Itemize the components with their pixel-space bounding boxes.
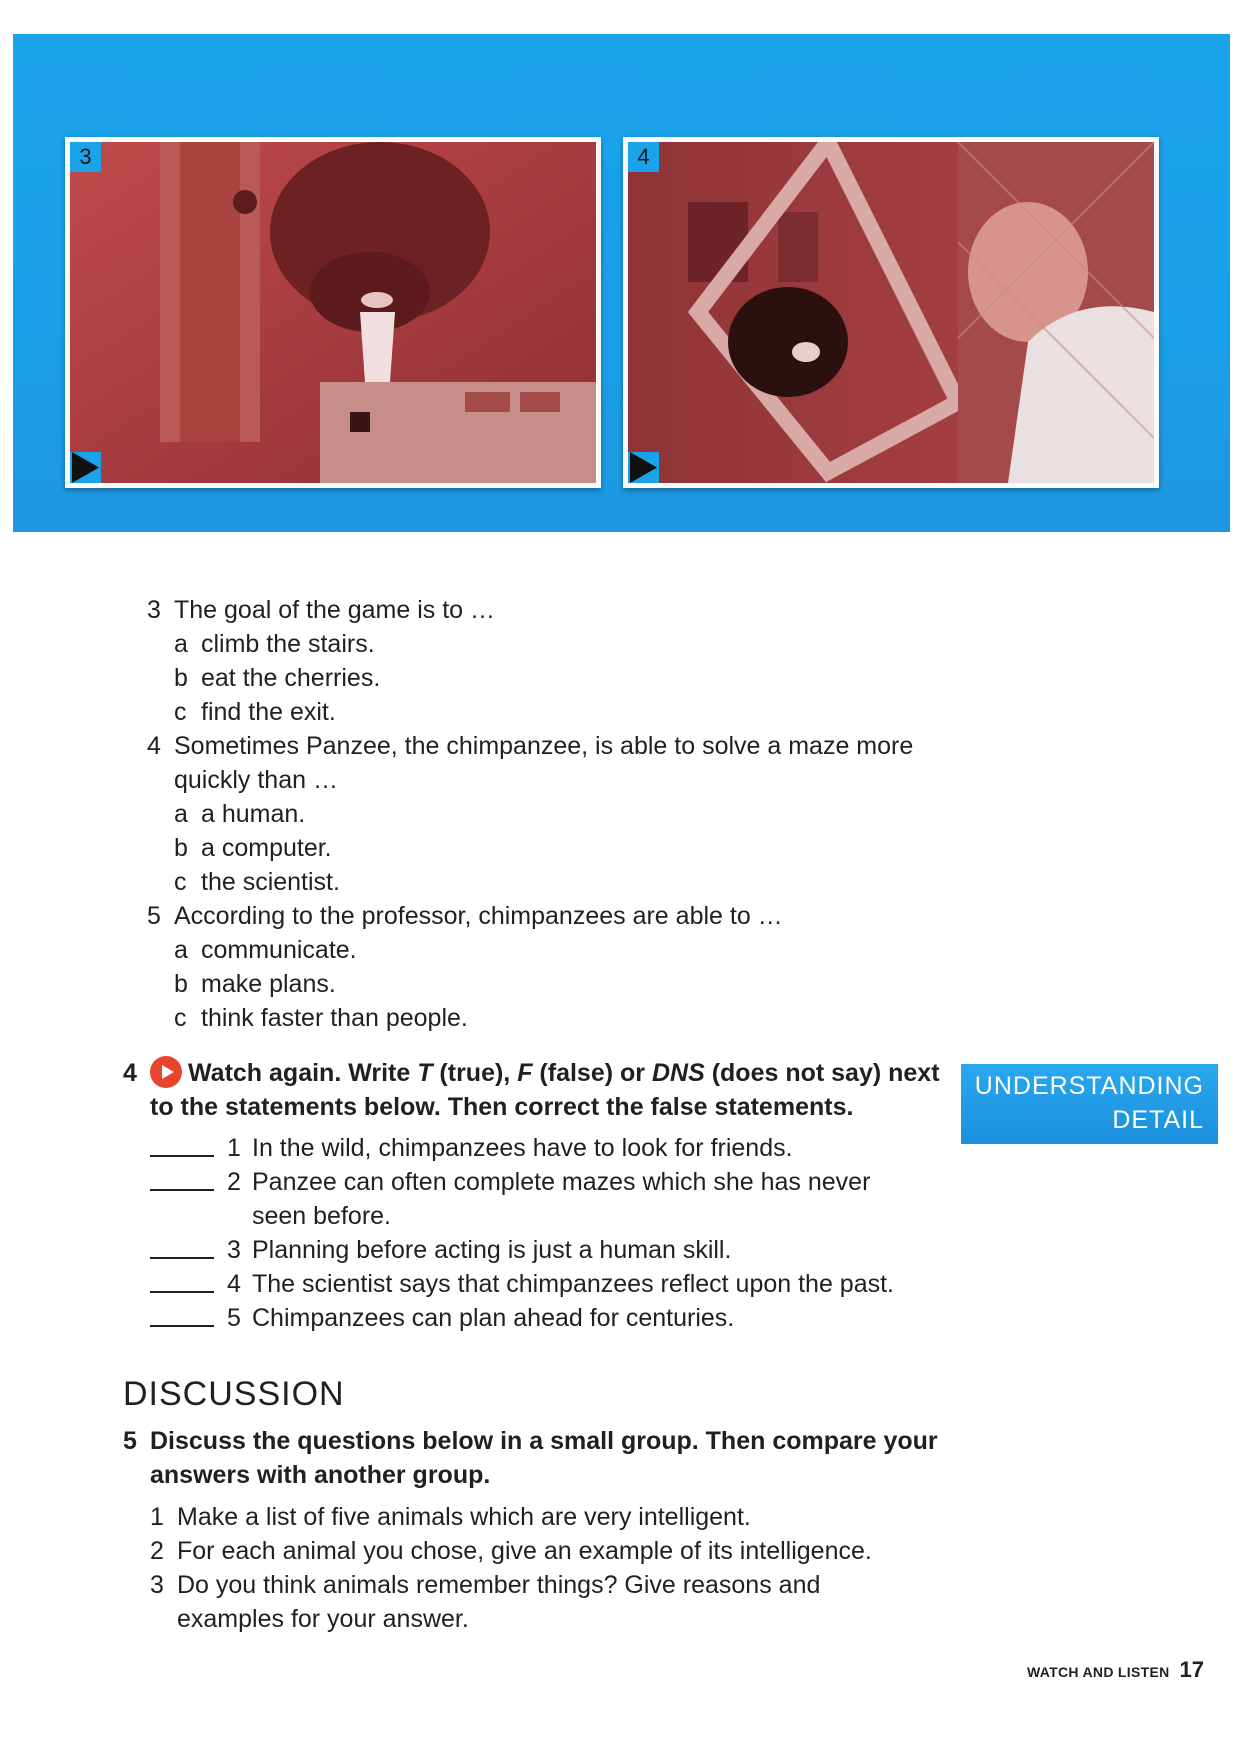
still-number: 3 xyxy=(70,142,101,172)
statement-number: 3 xyxy=(227,1236,241,1264)
instruction-text: (false) or xyxy=(532,1059,652,1087)
discussion-text-cont: examples for your answer. xyxy=(177,1605,469,1633)
option-text: communicate. xyxy=(201,936,357,964)
statement-text: Planning before acting is just a human skill. xyxy=(252,1236,732,1264)
option-text: make plans. xyxy=(201,970,336,998)
discussion-number: 1 xyxy=(150,1503,164,1531)
exercise-number: 5 xyxy=(123,1427,137,1455)
video-still-3[interactable] xyxy=(65,137,601,488)
skill-tag-line: DETAIL xyxy=(1112,1106,1204,1134)
option-letter: c xyxy=(174,1004,187,1032)
page-number: 17 xyxy=(1179,1657,1204,1682)
statement-list xyxy=(150,1131,950,1335)
photo-cage xyxy=(628,142,1154,483)
statement-number: 4 xyxy=(227,1270,241,1298)
question-5 xyxy=(147,899,947,1035)
statement-item xyxy=(150,1301,950,1335)
discussion-text: For each animal you chose, give an example of its intelligence. xyxy=(177,1537,872,1565)
discussion-item xyxy=(150,1534,930,1568)
question-text-cont: quickly than … xyxy=(174,766,338,794)
question-number: 4 xyxy=(147,732,161,760)
joystick-image xyxy=(70,142,596,483)
option-text: the scientist. xyxy=(201,868,340,896)
question-text: According to the professor, chimpanzees are able to … xyxy=(174,902,783,930)
option-letter: a xyxy=(174,800,188,828)
instruction-text: (does not say) next xyxy=(704,1059,940,1087)
option-text: a computer. xyxy=(201,834,332,862)
statement-text: In the wild, chimpanzees have to look for friends. xyxy=(252,1134,793,1162)
video-still-4[interactable] xyxy=(623,137,1159,488)
answer-blank[interactable] xyxy=(150,1189,214,1191)
option-letter: c xyxy=(174,868,187,896)
statement-item xyxy=(150,1233,950,1267)
photo-joystick xyxy=(70,142,596,483)
question-3 xyxy=(147,593,947,729)
instruction-text-cont: to the statements below. Then correct the false statements. xyxy=(150,1093,854,1121)
statement-item xyxy=(150,1165,950,1233)
answer-blank[interactable] xyxy=(150,1257,214,1259)
question-list xyxy=(147,593,947,1035)
answer-blank[interactable] xyxy=(150,1291,214,1293)
exercise-5 xyxy=(123,1424,943,1492)
statement-item xyxy=(150,1267,950,1301)
statement-number: 1 xyxy=(227,1134,241,1162)
option-letter: a xyxy=(174,936,188,964)
statement-text: Panzee can often complete mazes which she has never xyxy=(252,1168,871,1196)
statement-item xyxy=(150,1131,950,1165)
discussion-text: Do you think animals remember things? Give reasons and xyxy=(177,1571,821,1599)
exercise-instruction xyxy=(123,1056,943,1124)
discussion-number: 3 xyxy=(150,1571,164,1599)
option-letter: b xyxy=(174,970,188,998)
play-video-icon[interactable] xyxy=(150,1056,182,1088)
discussion-item xyxy=(150,1500,930,1534)
statement-text: The scientist says that chimpanzees reflect upon the past. xyxy=(252,1270,895,1298)
discussion-item xyxy=(150,1568,930,1636)
skill-tag xyxy=(961,1064,1218,1144)
discussion-number: 2 xyxy=(150,1537,164,1565)
question-text: Sometimes Panzee, the chimpanzee, is able to solve a maze more xyxy=(174,732,914,760)
option-text: eat the cherries. xyxy=(201,664,381,692)
cage-image xyxy=(628,142,1154,483)
instruction-text: Watch again. Write xyxy=(188,1059,418,1087)
option-letter: c xyxy=(174,698,187,726)
option-letter: a xyxy=(174,630,188,658)
skill-tag-line: UNDERSTANDING xyxy=(974,1072,1204,1100)
question-text: The goal of the game is to … xyxy=(174,596,496,624)
option-text: a human. xyxy=(201,800,306,828)
option-text: think faster than people. xyxy=(201,1004,468,1032)
statement-text-cont: seen before. xyxy=(252,1202,391,1230)
statement-number: 2 xyxy=(227,1168,241,1196)
option-letter: b xyxy=(174,664,188,692)
question-number: 5 xyxy=(147,902,161,930)
discussion-text: Make a list of five animals which are very intelligent. xyxy=(177,1503,751,1531)
instruction-text-cont: answers with another group. xyxy=(150,1461,491,1489)
instruction-abbr-dns: DNS xyxy=(651,1059,705,1087)
exercise-instruction xyxy=(123,1424,943,1492)
section-name: WATCH AND LISTEN xyxy=(1027,1664,1170,1680)
instruction-text: (true), xyxy=(432,1059,518,1087)
statement-text: Chimpanzees can plan ahead for centuries. xyxy=(252,1304,735,1332)
instruction-abbr-t: T xyxy=(417,1059,433,1087)
question-4 xyxy=(147,729,947,899)
page-footer xyxy=(1027,1657,1204,1683)
play-icon[interactable] xyxy=(70,452,101,483)
instruction-text: Discuss the questions below in a small group. Then compare your xyxy=(150,1427,938,1455)
answer-blank[interactable] xyxy=(150,1155,214,1157)
instruction-abbr-f: F xyxy=(517,1059,533,1087)
exercise-4 xyxy=(123,1056,943,1124)
discussion-list xyxy=(150,1500,930,1636)
option-text: find the exit. xyxy=(201,698,336,726)
exercise-number: 4 xyxy=(123,1059,137,1087)
play-icon[interactable] xyxy=(628,452,659,483)
section-heading: DISCUSSION xyxy=(123,1375,345,1413)
statement-number: 5 xyxy=(227,1304,241,1332)
option-letter: b xyxy=(174,834,188,862)
option-text: climb the stairs. xyxy=(201,630,375,658)
still-number: 4 xyxy=(628,142,659,172)
question-number: 3 xyxy=(147,596,161,624)
answer-blank[interactable] xyxy=(150,1325,214,1327)
